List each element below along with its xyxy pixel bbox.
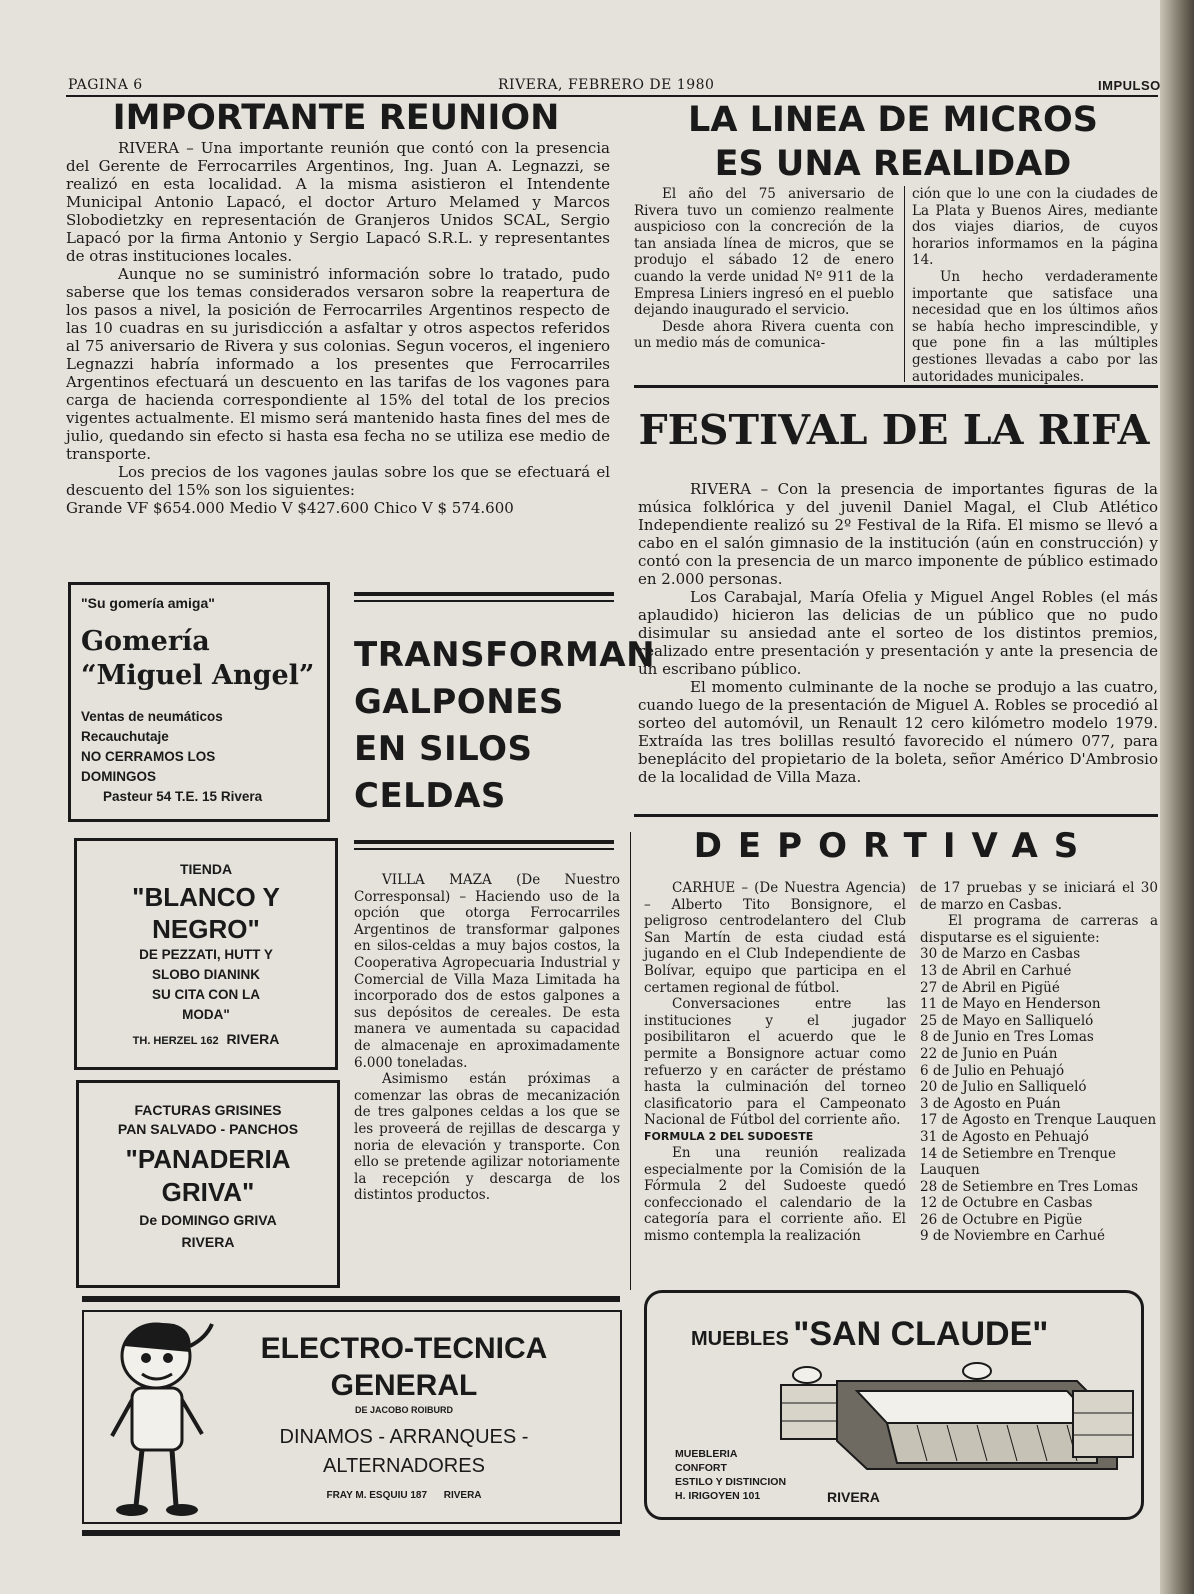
ad-tienda-line: MODA" — [182, 1007, 230, 1022]
ad-electro-name: GENERAL — [330, 1369, 478, 1402]
section-rule — [354, 592, 614, 596]
column-divider — [630, 832, 631, 1290]
galpones-headline-line: TRANSFORMAN — [354, 635, 656, 675]
ad-gomeria-line: Ventas de neumáticos — [81, 709, 223, 724]
ad-muebles-line: CONFORT — [675, 1462, 727, 1474]
race-date-item: 28 de Setiembre en Tres Lomas — [920, 1178, 1139, 1195]
deportivas-paragraph: En una reunión realizada especialmente por la Comisión de la Fórmula 2 del Sudoeste quedó confeccionado el calendario de la categoría para el corriente año. El mismo contempla la realización — [644, 1144, 906, 1244]
race-date-item: 20 de Julio en Salliqueló — [920, 1079, 1087, 1096]
ad-gomeria — [68, 582, 330, 822]
reunion-paragraph: Aunque no se suministró información sobre lo tratado, pudo saberse que los temas considerados versaron sobre la reapertura de los pasos a nivel, la posición de Ferrocarriles Argentinos respecto de las 10 cuadras en su jurisdicción a asfaltar y otros aspectos referidos al 75 aniversario de Rivera y sus colonias. Segun voceros, el ingeniero Legnazzi habría informado a los presentes que Ferrocarriles Argentinos efectuará un descuento en las tarifas de los vagones para carga de hacienda correspondiente al 15% del total de los precios vigentes actualmente. El mismo será mantenido hasta fines del mes de julio, quedando sin efecto si hasta esa fecha no se utiliza ese medio de transporte. — [66, 265, 610, 463]
ad-electro-city: RIVERA — [443, 1490, 482, 1501]
ad-gomeria-name-line: Gomería — [81, 626, 210, 657]
ad-electro-address: FRAY M. ESQUIU 187 — [326, 1490, 428, 1501]
reunion-paragraph: Los precios de los vagones jaulas sobre los que se efectuará el descuento del 15% son los siguientes: — [66, 463, 610, 499]
ad-panaderia-line: PAN SALVADO - PANCHOS — [117, 1121, 299, 1137]
ad-muebles-details — [675, 1447, 786, 1503]
ad-muebles-title — [691, 1315, 1048, 1354]
ad-muebles — [644, 1290, 1144, 1520]
deportivas-subhead: FORMULA 2 DEL SUDOESTE — [644, 1129, 814, 1143]
reunion-prices: Grande VF $654.000 Medio V $427.600 Chico V $ 574.600 — [66, 499, 514, 517]
micros-headline-line2: ES UNA REALIDAD — [714, 144, 1072, 184]
ad-panaderia-line: FACTURAS GRISINES — [134, 1102, 282, 1118]
section-rule — [634, 814, 1158, 817]
race-date-item: 9 de Noviembre en Carhué — [920, 1228, 1106, 1245]
ad-panaderia-name: "PANADERIA — [125, 1144, 291, 1174]
newspaper-name: IMPULSO — [1098, 78, 1161, 93]
ad-tienda-address: TH. HERZEL 162 — [132, 1035, 219, 1047]
micros-headline-line1: LA LINEA DE MICROS — [688, 100, 1098, 140]
deportivas-paragraph: Conversaciones entre las instituciones y el jugador posibilitaron el acuerdo que le permite a Bonsignore actuar como refuerzo y en carácter de préstamo hasta la culminación del torneo clasificatorio para el Campeonato Nacional de Fútbol del corriente año. — [644, 996, 906, 1129]
race-date-item: 17 de Agosto en Trenque Lauquen — [920, 1112, 1157, 1129]
festival-paragraph: RIVERA – Con la presencia de importantes figuras de la música folklórica y del juvenil Daniel Magal, el Club Atlético Independiente realizó su 2º Festival de la Rifa. El mismo se llevó a cabo en el salón gimnasio de la institución (aún en construcción) y contó con la presencia de un marco imponente de público estimado en 2.000 personas. — [638, 480, 1158, 588]
ad-muebles-name: "SAN CLAUDE" — [793, 1315, 1049, 1353]
ad-muebles-prefix: MUEBLES — [691, 1328, 789, 1350]
ad-gomeria-details — [81, 707, 317, 807]
ad-panaderia-line: De DOMINGO GRIVA — [139, 1212, 277, 1228]
ad-tienda-city: RIVERA — [226, 1031, 280, 1047]
ad-gomeria-tagline: "Su gomería amiga" — [81, 595, 215, 611]
ad-tienda-line: SU CITA CON LA — [152, 987, 260, 1002]
race-date-item: 13 de Abril en Carhué — [920, 962, 1072, 979]
micros-paragraph: El año del 75 aniversario de Rivera tuvo un comienzo realmente auspicioso con la concreción de la tan ansiada línea de micros, que se produjo el sábado 12 de enero cuando la verde unidad Nº 911 de la Empresa Liniers ingresó en el pueblo dejando inaugurado el servicio. — [634, 186, 894, 319]
ad-panaderia-name: GRIVA" — [161, 1177, 255, 1207]
micros-paragraph: ción que lo une con la ciudades de La Plata y Buenos Aires, mediante dos viajes diarios, de cuyos horarios informamos en la página 14. — [912, 186, 1158, 269]
deportivas-paragraph: El programa de carreras a disputarse es el siguiente: — [920, 913, 1158, 946]
deportivas-column-1 — [644, 880, 906, 1244]
race-date-item: 11 de Mayo en Henderson — [920, 996, 1101, 1013]
ad-muebles-line: MUEBLERIA — [675, 1448, 738, 1460]
section-rule — [634, 385, 1158, 388]
galpones-headline-line: CELDAS — [354, 776, 506, 816]
ad-tienda-name: "BLANCO Y — [132, 882, 280, 912]
section-rule — [354, 840, 614, 844]
micros-column-1 — [634, 186, 894, 352]
ad-tienda-line: DE PEZZATI, HUTT Y — [139, 947, 273, 962]
ad-gomeria-name-line: “Miguel Angel” — [81, 660, 315, 691]
ad-electro-owner: DE JACOBO ROIBURD — [354, 1405, 453, 1415]
dateline: RIVERA, FEBRERO DE 1980 — [498, 77, 715, 93]
ad-electro-services: ALTERNADORES — [323, 1455, 485, 1477]
galpones-paragraph: Asimismo están próximas a comenzar las obras de mecanización de tres galpones celdas a los que se les proveerá de rejillas de descarga y noria de elevación y transporte. Con ello se pretende agilizar notoriamente la recepción y descarga de los distintos productos. — [354, 1071, 620, 1204]
micros-paragraph: Desde ahora Rivera cuenta con un medio más de comunica- — [634, 318, 894, 352]
ad-muebles-address: H. IRIGOYEN 101 — [675, 1490, 761, 1502]
galpones-headline — [354, 632, 656, 820]
ad-tienda-line: TIENDA — [179, 861, 233, 877]
ad-electro-services: DINAMOS - ARRANQUES - — [279, 1426, 529, 1448]
ad-gomeria-name — [81, 625, 317, 693]
race-date-item: 25 de Mayo en Salliqueló — [920, 1012, 1094, 1029]
micros-headline — [632, 98, 1154, 186]
ad-electro — [82, 1310, 622, 1524]
deportivas-paragraph: de 17 pruebas y se iniciará el 30 de marzo en Casbas. — [920, 880, 1158, 913]
galpones-article — [354, 872, 620, 1204]
galpones-headline-line: GALPONES — [354, 682, 564, 722]
race-date-item: 12 de Octubre en Casbas — [920, 1195, 1093, 1212]
race-date-item: 8 de Junio en Tres Lomas — [920, 1029, 1094, 1046]
galpones-paragraph: VILLA MAZA (De Nuestro Corresponsal) – Haciendo uso de la opción que otorga Ferrocarriles Argentinos de transformar galpones en silos-celdas a muy bajos costos, la Cooperativa Agropecuaria Industrial y Comercial de Villa Maza Limitada ha incorporado dos de estos galpones a sus depósitos de cereales. De esta manera ve aumentada su capacidad de almacenaje en aproximadamente 6.000 toneladas. — [354, 872, 620, 1071]
ad-electro-name: ELECTRO-TECNICA — [260, 1332, 548, 1365]
festival-paragraph: El momento culminante de la noche se produjo a las cuatro, cuando luego de la presentación de Miguel A. Robles se procedió al sorteo del automóvil, un Renault 12 cero kilómetro modelo 1979. Extraída las tres bolillas resultó favorecido el número 077, para beneplácito del propietario de la boleta, señor Américo D'Ambrosio de la localidad de Villa Maza. — [638, 678, 1158, 786]
ad-muebles-city: RIVERA — [827, 1489, 880, 1505]
race-date-item: Lauquen — [920, 1162, 980, 1179]
ad-frame-rule — [82, 1530, 620, 1536]
mascot-illustration — [94, 1316, 224, 1521]
race-date-item: 14 de Setiembre en Trenque — [920, 1145, 1116, 1162]
page-number: PAGINA 6 — [68, 77, 143, 93]
reunion-paragraph: RIVERA – Una importante reunión que contó con la presencia del Gerente de Ferrocarriles Argentinos, Ing. Juan A. Legnazzi, se realizó en esta localidad. A la misma asistieron el Intendente Municipal Antonio Lapacó, el doctor Arturo Melamed y Marcos Slobodietzky en representación de Granjeros Unidos SCAL, Sergio Lapacó por la firma Antonio y Sergio Lapacó S.R.L. y representantes de otras instituciones locales. — [66, 139, 610, 265]
race-date-item: 6 de Julio en Pehuajó — [920, 1062, 1065, 1079]
ad-panaderia-city: RIVERA — [181, 1234, 235, 1250]
ad-frame-rule — [82, 1296, 620, 1302]
ad-gomeria-line: NO CERRAMOS LOS — [81, 749, 216, 764]
race-date-item: 26 de Octubre en Pigüe — [920, 1211, 1083, 1228]
race-date-item: 22 de Junio en Puán — [920, 1045, 1058, 1062]
ad-tienda-line: SLOBO DIANINK — [152, 967, 260, 982]
race-date-item: 27 de Abril en Pigüé — [920, 979, 1060, 996]
column-divider — [904, 186, 905, 382]
festival-headline: FESTIVAL DE LA RIFA — [638, 406, 1150, 454]
micros-paragraph: Un hecho verdaderamente importante que satisface una necesidad que en los últimos años se había hecho imprescindible, y que pone fin a las múltiples gestiones llevadas a cabo por las autoridades municipales. — [912, 268, 1158, 385]
ad-gomeria-address: Pasteur 54 T.E. 15 Rivera — [103, 789, 263, 804]
race-schedule — [920, 946, 1158, 1245]
ad-muebles-line: ESTILO Y DISTINCION — [675, 1476, 787, 1488]
galpones-headline-line: EN SILOS — [354, 729, 533, 769]
race-date-item: 30 de Marzo en Casbas — [920, 946, 1081, 963]
bedroom-furniture-illustration — [777, 1361, 1137, 1479]
ad-panaderia — [76, 1080, 340, 1288]
reunion-headline: IMPORTANTE REUNION — [112, 98, 560, 138]
book-spine-shadow — [1160, 0, 1194, 1594]
ad-electro-text — [234, 1330, 574, 1501]
race-date-item: 3 de Agosto en Puán — [920, 1095, 1061, 1112]
deportivas-column-2 — [920, 880, 1158, 1245]
micros-column-2 — [912, 186, 1158, 385]
ad-tienda-name: NEGRO" — [152, 914, 260, 944]
deportivas-paragraph: CARHUE – (De Nuestra Agencia) – Alberto Tito Bonsignore, el peligroso centrodelantero del Club San Martín de esta ciudad está jugando en el Club Independiente de Bolívar, equipo que participa en el certamen regional de fútbol. — [644, 880, 906, 996]
section-rule — [354, 848, 614, 850]
section-rule — [354, 600, 614, 602]
festival-paragraph: Los Carabajal, María Ofelia y Miguel Angel Robles (el más aplaudido) hicieron las delicias de un público que no pudo disimular su ansiedad ante el sorteo de los distintos premios, realizado entre presentación y presentación y ante la presencia de un escribano público. — [638, 588, 1158, 678]
race-date-item: 31 de Agosto en Pehuajó — [920, 1128, 1089, 1145]
ad-gomeria-line: DOMINGOS — [81, 769, 157, 784]
festival-article — [638, 480, 1158, 786]
header-rule — [66, 95, 1158, 97]
deportivas-headline: DEPORTIVAS — [693, 826, 1095, 866]
reunion-article — [66, 139, 610, 517]
ad-gomeria-line: Recauchutaje — [81, 729, 169, 744]
ad-tienda — [74, 838, 338, 1070]
